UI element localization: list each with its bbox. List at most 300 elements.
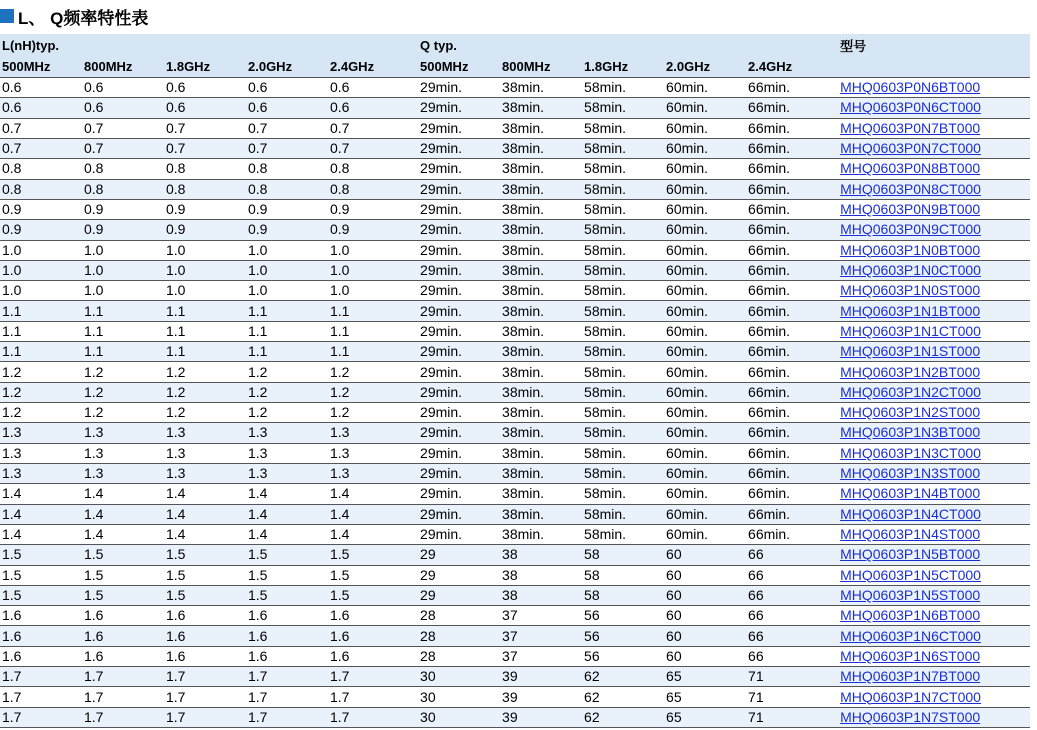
q-value-cell: 60min. bbox=[666, 302, 709, 319]
inductance-cell: 1.2 bbox=[330, 404, 350, 421]
q-value-cell: 30 bbox=[420, 708, 436, 725]
q-value-cell: 58min. bbox=[584, 302, 627, 319]
inductance-cell: 1.0 bbox=[84, 282, 104, 299]
q-value-cell: 29min. bbox=[420, 119, 463, 136]
inductance-cell: 0.7 bbox=[84, 119, 104, 136]
q-value-cell: 29 bbox=[420, 546, 436, 563]
header-row-groups bbox=[0, 34, 1030, 56]
inductance-cell: 1.6 bbox=[2, 627, 22, 644]
inductance-cell: 1.3 bbox=[248, 424, 268, 441]
part-number-link[interactable]: MHQ0603P1N0BT000 bbox=[840, 241, 981, 258]
table-row bbox=[0, 443, 1030, 463]
q-value-cell: 37 bbox=[502, 607, 518, 624]
inductance-cell: 1.1 bbox=[248, 302, 268, 319]
part-number-link[interactable]: MHQ0603P1N5CT000 bbox=[840, 566, 981, 583]
inductance-cell: 0.8 bbox=[84, 180, 104, 197]
q-value-cell: 38min. bbox=[502, 505, 545, 522]
part-number-link[interactable]: MHQ0603P0N9BT000 bbox=[840, 201, 981, 218]
q-value-cell: 65 bbox=[666, 708, 682, 725]
inductance-cell: 1.3 bbox=[166, 465, 186, 482]
inductance-cell: 0.8 bbox=[330, 180, 350, 197]
inductance-cell: 1.4 bbox=[84, 485, 104, 502]
inductance-cell: 1.4 bbox=[84, 526, 104, 543]
q-value-cell: 28 bbox=[420, 627, 436, 644]
inductance-cell: 1.7 bbox=[166, 688, 186, 705]
inductance-cell: 0.9 bbox=[2, 201, 22, 218]
q-value-cell: 60min. bbox=[666, 383, 709, 400]
q-value-cell: 29min. bbox=[420, 404, 463, 421]
q-value-cell: 38min. bbox=[502, 201, 545, 218]
q-value-cell: 66 bbox=[748, 546, 764, 563]
q-value-cell: 58min. bbox=[584, 465, 627, 482]
part-number-link[interactable]: MHQ0603P0N9CT000 bbox=[840, 221, 981, 238]
part-number-link[interactable]: MHQ0603P1N2CT000 bbox=[840, 383, 981, 400]
table-row bbox=[0, 342, 1030, 362]
table-row bbox=[0, 138, 1030, 158]
q-value-cell: 28 bbox=[420, 647, 436, 664]
q-value-cell: 66min. bbox=[748, 343, 791, 360]
q-value-cell: 60 bbox=[666, 607, 682, 624]
part-number-link[interactable]: MHQ0603P1N7ST000 bbox=[840, 708, 981, 725]
q-value-cell: 58min. bbox=[584, 424, 627, 441]
inductance-cell: 1.6 bbox=[248, 627, 268, 644]
inductance-cell: 0.7 bbox=[166, 140, 186, 157]
q-value-cell: 38min. bbox=[502, 241, 545, 258]
inductance-cell: 0.8 bbox=[166, 180, 186, 197]
q-value-cell: 60 bbox=[666, 647, 682, 664]
q-value-cell: 58min. bbox=[584, 404, 627, 421]
q-value-cell: 29min. bbox=[420, 343, 463, 360]
inductance-cell: 1.2 bbox=[248, 404, 268, 421]
part-number-link[interactable]: MHQ0603P1N5ST000 bbox=[840, 586, 981, 603]
inductance-cell: 1.0 bbox=[248, 241, 268, 258]
inductance-cell: 0.8 bbox=[248, 160, 268, 177]
inductance-cell: 0.9 bbox=[166, 201, 186, 218]
q-value-cell: 38min. bbox=[502, 140, 545, 157]
inductance-cell: 0.7 bbox=[2, 119, 22, 136]
q-value-cell: 66min. bbox=[748, 526, 791, 543]
inductance-cell: 1.3 bbox=[330, 424, 350, 441]
inductance-cell: 1.0 bbox=[248, 261, 268, 278]
q-value-cell: 58min. bbox=[584, 322, 627, 339]
inductance-cell: 1.7 bbox=[248, 668, 268, 685]
q-value-cell: 66min. bbox=[748, 383, 791, 400]
inductance-cell: 0.9 bbox=[248, 201, 268, 218]
q-value-cell: 66 bbox=[748, 647, 764, 664]
q-value-cell: 60min. bbox=[666, 241, 709, 258]
table-row bbox=[0, 159, 1030, 179]
table-row bbox=[0, 118, 1030, 138]
inductance-cell: 1.2 bbox=[84, 404, 104, 421]
q-value-cell: 66min. bbox=[748, 160, 791, 177]
part-number-link[interactable]: MHQ0603P0N7CT000 bbox=[840, 140, 981, 157]
q-value-cell: 58min. bbox=[584, 363, 627, 380]
q-value-cell: 58min. bbox=[584, 505, 627, 522]
inductance-cell: 0.6 bbox=[2, 79, 22, 96]
part-number-link[interactable]: MHQ0603P0N7BT000 bbox=[840, 119, 981, 136]
q-value-cell: 38min. bbox=[502, 363, 545, 380]
q-value-cell: 38min. bbox=[502, 322, 545, 339]
table-row bbox=[0, 240, 1030, 260]
q-value-cell: 60min. bbox=[666, 424, 709, 441]
part-number-link[interactable]: MHQ0603P1N7CT000 bbox=[840, 688, 981, 705]
part-number-link[interactable]: MHQ0603P1N1CT000 bbox=[840, 322, 981, 339]
q-value-cell: 62 bbox=[584, 708, 600, 725]
q-value-cell: 39 bbox=[502, 668, 518, 685]
q-value-cell: 28 bbox=[420, 607, 436, 624]
inductance-cell: 1.1 bbox=[2, 302, 22, 319]
q-value-cell: 29min. bbox=[420, 526, 463, 543]
q-value-cell: 39 bbox=[502, 708, 518, 725]
inductance-cell: 1.6 bbox=[2, 647, 22, 664]
inductance-cell: 1.1 bbox=[248, 343, 268, 360]
q-value-cell: 60min. bbox=[666, 505, 709, 522]
inductance-cell: 1.4 bbox=[330, 505, 350, 522]
inductance-cell: 1.7 bbox=[84, 668, 104, 685]
part-number-link[interactable]: MHQ0603P1N1BT000 bbox=[840, 302, 981, 319]
part-number-link[interactable]: MHQ0603P1N5BT000 bbox=[840, 546, 981, 563]
table-row bbox=[0, 98, 1030, 118]
inductance-cell: 1.0 bbox=[166, 241, 186, 258]
table-row bbox=[0, 281, 1030, 301]
part-number-link[interactable]: MHQ0603P1N3CT000 bbox=[840, 444, 981, 461]
q-value-cell: 58min. bbox=[584, 282, 627, 299]
inductance-cell: 1.0 bbox=[166, 261, 186, 278]
q-value-cell: 38min. bbox=[502, 282, 545, 299]
q-value-cell: 29min. bbox=[420, 180, 463, 197]
q-value-cell: 60min. bbox=[666, 201, 709, 218]
q-value-cell: 60min. bbox=[666, 282, 709, 299]
inductance-cell: 1.5 bbox=[84, 566, 104, 583]
q-group-header: Q typ. bbox=[420, 37, 457, 53]
q-value-cell: 58min. bbox=[584, 140, 627, 157]
inductance-cell: 1.2 bbox=[2, 404, 22, 421]
inductance-cell: 1.1 bbox=[330, 343, 350, 360]
q-value-cell: 66min. bbox=[748, 465, 791, 482]
inductance-cell: 1.3 bbox=[166, 444, 186, 461]
q-value-cell: 58min. bbox=[584, 241, 627, 258]
inductance-cell: 1.1 bbox=[166, 322, 186, 339]
freq-header: 1.8GHz bbox=[584, 59, 629, 74]
q-value-cell: 66min. bbox=[748, 261, 791, 278]
q-value-cell: 60 bbox=[666, 566, 682, 583]
q-value-cell: 66min. bbox=[748, 99, 791, 116]
inductance-cell: 1.7 bbox=[330, 688, 350, 705]
q-value-cell: 58min. bbox=[584, 119, 627, 136]
q-value-cell: 38min. bbox=[502, 302, 545, 319]
inductance-cell: 0.6 bbox=[84, 79, 104, 96]
inductance-cell: 1.6 bbox=[166, 627, 186, 644]
inductance-cell: 1.4 bbox=[248, 526, 268, 543]
inductance-cell: 1.4 bbox=[166, 485, 186, 502]
q-value-cell: 66 bbox=[748, 627, 764, 644]
q-value-cell: 66min. bbox=[748, 404, 791, 421]
table-row bbox=[0, 463, 1030, 483]
table-row bbox=[0, 667, 1030, 687]
inductance-cell: 1.0 bbox=[330, 261, 350, 278]
table-row bbox=[0, 687, 1030, 707]
inductance-cell: 1.2 bbox=[166, 404, 186, 421]
part-number-link[interactable]: MHQ0603P0N6BT000 bbox=[840, 79, 981, 96]
q-value-cell: 60min. bbox=[666, 180, 709, 197]
inductance-cell: 0.7 bbox=[330, 119, 350, 136]
q-value-cell: 58min. bbox=[584, 160, 627, 177]
q-value-cell: 58min. bbox=[584, 526, 627, 543]
inductance-cell: 0.8 bbox=[2, 160, 22, 177]
part-number-link[interactable]: MHQ0603P1N4CT000 bbox=[840, 505, 981, 522]
q-value-cell: 37 bbox=[502, 627, 518, 644]
part-number-link[interactable]: MHQ0603P0N8BT000 bbox=[840, 160, 981, 177]
inductance-cell: 1.0 bbox=[166, 282, 186, 299]
part-number-link[interactable]: MHQ0603P1N4BT000 bbox=[840, 485, 981, 502]
table-row bbox=[0, 606, 1030, 626]
q-value-cell: 29min. bbox=[420, 241, 463, 258]
inductance-cell: 0.9 bbox=[330, 221, 350, 238]
q-value-cell: 39 bbox=[502, 688, 518, 705]
part-number-link[interactable]: MHQ0603P1N7BT000 bbox=[840, 668, 981, 685]
inductance-cell: 0.7 bbox=[330, 140, 350, 157]
q-value-cell: 60min. bbox=[666, 485, 709, 502]
inductance-cell: 0.6 bbox=[248, 79, 268, 96]
inductance-cell: 1.2 bbox=[2, 383, 22, 400]
freq-header: 500MHz bbox=[420, 59, 469, 74]
part-number-link[interactable]: MHQ0603P1N2ST000 bbox=[840, 404, 981, 421]
inductance-cell: 0.9 bbox=[248, 221, 268, 238]
inductance-cell: 1.2 bbox=[166, 363, 186, 380]
q-value-cell: 29 bbox=[420, 586, 436, 603]
inductance-cell: 0.9 bbox=[84, 221, 104, 238]
q-value-cell: 60min. bbox=[666, 119, 709, 136]
q-value-cell: 38 bbox=[502, 566, 518, 583]
q-value-cell: 38min. bbox=[502, 404, 545, 421]
q-value-cell: 58min. bbox=[584, 201, 627, 218]
table-row bbox=[0, 403, 1030, 423]
q-value-cell: 71 bbox=[748, 688, 764, 705]
inductance-cell: 1.7 bbox=[2, 708, 22, 725]
q-value-cell: 38min. bbox=[502, 160, 545, 177]
q-value-cell: 29min. bbox=[420, 221, 463, 238]
inductance-cell: 0.6 bbox=[248, 99, 268, 116]
table-row bbox=[0, 585, 1030, 605]
inductance-cell: 1.4 bbox=[2, 505, 22, 522]
freq-header: 500MHz bbox=[2, 59, 51, 74]
q-value-cell: 38 bbox=[502, 546, 518, 563]
inductance-cell: 1.6 bbox=[330, 647, 350, 664]
inductance-cell: 1.3 bbox=[330, 465, 350, 482]
q-value-cell: 71 bbox=[748, 708, 764, 725]
q-value-cell: 60min. bbox=[666, 363, 709, 380]
l-group-header: L(nH)typ. bbox=[2, 37, 60, 53]
table-row bbox=[0, 220, 1030, 240]
q-value-cell: 66min. bbox=[748, 322, 791, 339]
q-value-cell: 60min. bbox=[666, 160, 709, 177]
table-row bbox=[0, 301, 1030, 321]
inductance-cell: 1.3 bbox=[248, 444, 268, 461]
inductance-cell: 1.7 bbox=[330, 708, 350, 725]
inductance-cell: 1.3 bbox=[2, 444, 22, 461]
title-text: L、 Q频率特性表 bbox=[18, 8, 149, 28]
part-number-link[interactable]: MHQ0603P1N3BT000 bbox=[840, 424, 981, 441]
q-value-cell: 29min. bbox=[420, 383, 463, 400]
q-value-cell: 38min. bbox=[502, 444, 545, 461]
inductance-cell: 1.5 bbox=[330, 546, 350, 563]
frequency-characteristics-table bbox=[0, 34, 1030, 728]
inductance-cell: 1.6 bbox=[330, 627, 350, 644]
q-value-cell: 58min. bbox=[584, 485, 627, 502]
q-value-cell: 58min. bbox=[584, 79, 627, 96]
inductance-cell: 1.4 bbox=[330, 526, 350, 543]
inductance-cell: 0.9 bbox=[84, 201, 104, 218]
inductance-cell: 1.4 bbox=[248, 505, 268, 522]
q-value-cell: 38min. bbox=[502, 79, 545, 96]
inductance-cell: 1.2 bbox=[84, 363, 104, 380]
q-value-cell: 38min. bbox=[502, 424, 545, 441]
inductance-cell: 1.0 bbox=[84, 241, 104, 258]
inductance-cell: 1.5 bbox=[2, 566, 22, 583]
q-value-cell: 38min. bbox=[502, 99, 545, 116]
inductance-cell: 1.2 bbox=[330, 383, 350, 400]
q-value-cell: 56 bbox=[584, 607, 600, 624]
part-number-link[interactable]: MHQ0603P1N6CT000 bbox=[840, 627, 981, 644]
inductance-cell: 1.4 bbox=[2, 485, 22, 502]
q-value-cell: 66min. bbox=[748, 79, 791, 96]
q-value-cell: 66min. bbox=[748, 180, 791, 197]
q-value-cell: 29min. bbox=[420, 485, 463, 502]
table-row bbox=[0, 423, 1030, 443]
table-row bbox=[0, 321, 1030, 341]
freq-header: 2.0GHz bbox=[248, 59, 293, 74]
inductance-cell: 1.1 bbox=[84, 343, 104, 360]
q-value-cell: 29min. bbox=[420, 505, 463, 522]
part-number-link[interactable]: MHQ0603P1N6BT000 bbox=[840, 607, 981, 624]
inductance-cell: 1.5 bbox=[84, 546, 104, 563]
q-value-cell: 66min. bbox=[748, 424, 791, 441]
inductance-cell: 1.5 bbox=[166, 566, 186, 583]
inductance-cell: 1.4 bbox=[166, 526, 186, 543]
header-spacer bbox=[838, 56, 1030, 78]
q-value-cell: 38min. bbox=[502, 261, 545, 278]
part-number-link[interactable]: MHQ0603P0N8CT000 bbox=[840, 180, 981, 197]
q-value-cell: 29min. bbox=[420, 322, 463, 339]
q-value-cell: 29 bbox=[420, 566, 436, 583]
q-value-cell: 29min. bbox=[420, 160, 463, 177]
part-number-link[interactable]: MHQ0603P1N0ST000 bbox=[840, 282, 981, 299]
inductance-cell: 1.0 bbox=[84, 261, 104, 278]
q-value-cell: 66 bbox=[748, 566, 764, 583]
inductance-cell: 0.7 bbox=[2, 140, 22, 157]
q-value-cell: 66min. bbox=[748, 221, 791, 238]
inductance-cell: 1.3 bbox=[84, 424, 104, 441]
q-value-cell: 29min. bbox=[420, 465, 463, 482]
table-row bbox=[0, 504, 1030, 524]
q-value-cell: 58min. bbox=[584, 261, 627, 278]
inductance-cell: 0.9 bbox=[330, 201, 350, 218]
q-value-cell: 29min. bbox=[420, 444, 463, 461]
inductance-cell: 1.5 bbox=[330, 566, 350, 583]
part-number-link[interactable]: MHQ0603P1N4ST000 bbox=[840, 526, 981, 543]
square-bullet-icon bbox=[0, 9, 14, 23]
q-value-cell: 29min. bbox=[420, 424, 463, 441]
q-value-cell: 30 bbox=[420, 668, 436, 685]
q-value-cell: 60 bbox=[666, 586, 682, 603]
q-value-cell: 29min. bbox=[420, 302, 463, 319]
inductance-cell: 1.1 bbox=[330, 302, 350, 319]
inductance-cell: 1.7 bbox=[84, 708, 104, 725]
inductance-cell: 0.9 bbox=[2, 221, 22, 238]
inductance-cell: 1.1 bbox=[2, 322, 22, 339]
q-value-cell: 66min. bbox=[748, 485, 791, 502]
q-value-cell: 30 bbox=[420, 688, 436, 705]
inductance-cell: 1.6 bbox=[248, 607, 268, 624]
inductance-cell: 1.2 bbox=[248, 383, 268, 400]
part-number-link[interactable]: MHQ0603P1N3ST000 bbox=[840, 465, 981, 482]
freq-header: 2.4GHz bbox=[330, 59, 375, 74]
freq-header: 2.4GHz bbox=[748, 59, 793, 74]
q-value-cell: 62 bbox=[584, 688, 600, 705]
q-value-cell: 38min. bbox=[502, 465, 545, 482]
q-value-cell: 58 bbox=[584, 546, 600, 563]
q-value-cell: 38min. bbox=[502, 180, 545, 197]
q-value-cell: 66min. bbox=[748, 302, 791, 319]
table-row bbox=[0, 484, 1030, 504]
q-value-cell: 58min. bbox=[584, 99, 627, 116]
q-value-cell: 58min. bbox=[584, 221, 627, 238]
part-number-header: 型号 bbox=[840, 38, 867, 54]
inductance-cell: 1.3 bbox=[2, 424, 22, 441]
q-value-cell: 38min. bbox=[502, 221, 545, 238]
inductance-cell: 1.6 bbox=[166, 607, 186, 624]
inductance-cell: 1.3 bbox=[84, 444, 104, 461]
table-row bbox=[0, 362, 1030, 382]
q-value-cell: 65 bbox=[666, 688, 682, 705]
freq-header: 1.8GHz bbox=[166, 59, 211, 74]
part-number-link[interactable]: MHQ0603P1N0CT000 bbox=[840, 261, 981, 278]
inductance-cell: 0.7 bbox=[84, 140, 104, 157]
q-value-cell: 38min. bbox=[502, 526, 545, 543]
part-number-link[interactable]: MHQ0603P1N6ST000 bbox=[840, 647, 981, 664]
inductance-cell: 1.4 bbox=[2, 526, 22, 543]
q-value-cell: 60min. bbox=[666, 404, 709, 421]
table-row bbox=[0, 626, 1030, 646]
inductance-cell: 0.8 bbox=[84, 160, 104, 177]
inductance-cell: 1.6 bbox=[2, 607, 22, 624]
inductance-cell: 1.0 bbox=[2, 261, 22, 278]
inductance-cell: 0.8 bbox=[330, 160, 350, 177]
q-value-cell: 66min. bbox=[748, 444, 791, 461]
q-value-cell: 66min. bbox=[748, 241, 791, 258]
inductance-cell: 1.0 bbox=[330, 241, 350, 258]
q-value-cell: 66min. bbox=[748, 140, 791, 157]
part-number-link[interactable]: MHQ0603P1N2BT000 bbox=[840, 363, 981, 380]
inductance-cell: 1.2 bbox=[2, 363, 22, 380]
table-row bbox=[0, 524, 1030, 544]
inductance-cell: 1.2 bbox=[330, 363, 350, 380]
part-number-link[interactable]: MHQ0603P0N6CT000 bbox=[840, 99, 981, 116]
inductance-cell: 1.5 bbox=[330, 586, 350, 603]
q-value-cell: 56 bbox=[584, 647, 600, 664]
inductance-cell: 1.3 bbox=[248, 465, 268, 482]
table-row bbox=[0, 545, 1030, 565]
header-row-frequencies bbox=[0, 56, 1030, 78]
q-value-cell: 62 bbox=[584, 668, 600, 685]
q-value-cell: 60min. bbox=[666, 79, 709, 96]
part-number-link[interactable]: MHQ0603P1N1ST000 bbox=[840, 343, 981, 360]
inductance-cell: 0.7 bbox=[248, 119, 268, 136]
q-value-cell: 66min. bbox=[748, 363, 791, 380]
q-value-cell: 29min. bbox=[420, 140, 463, 157]
q-value-cell: 29min. bbox=[420, 79, 463, 96]
table-row bbox=[0, 707, 1030, 727]
